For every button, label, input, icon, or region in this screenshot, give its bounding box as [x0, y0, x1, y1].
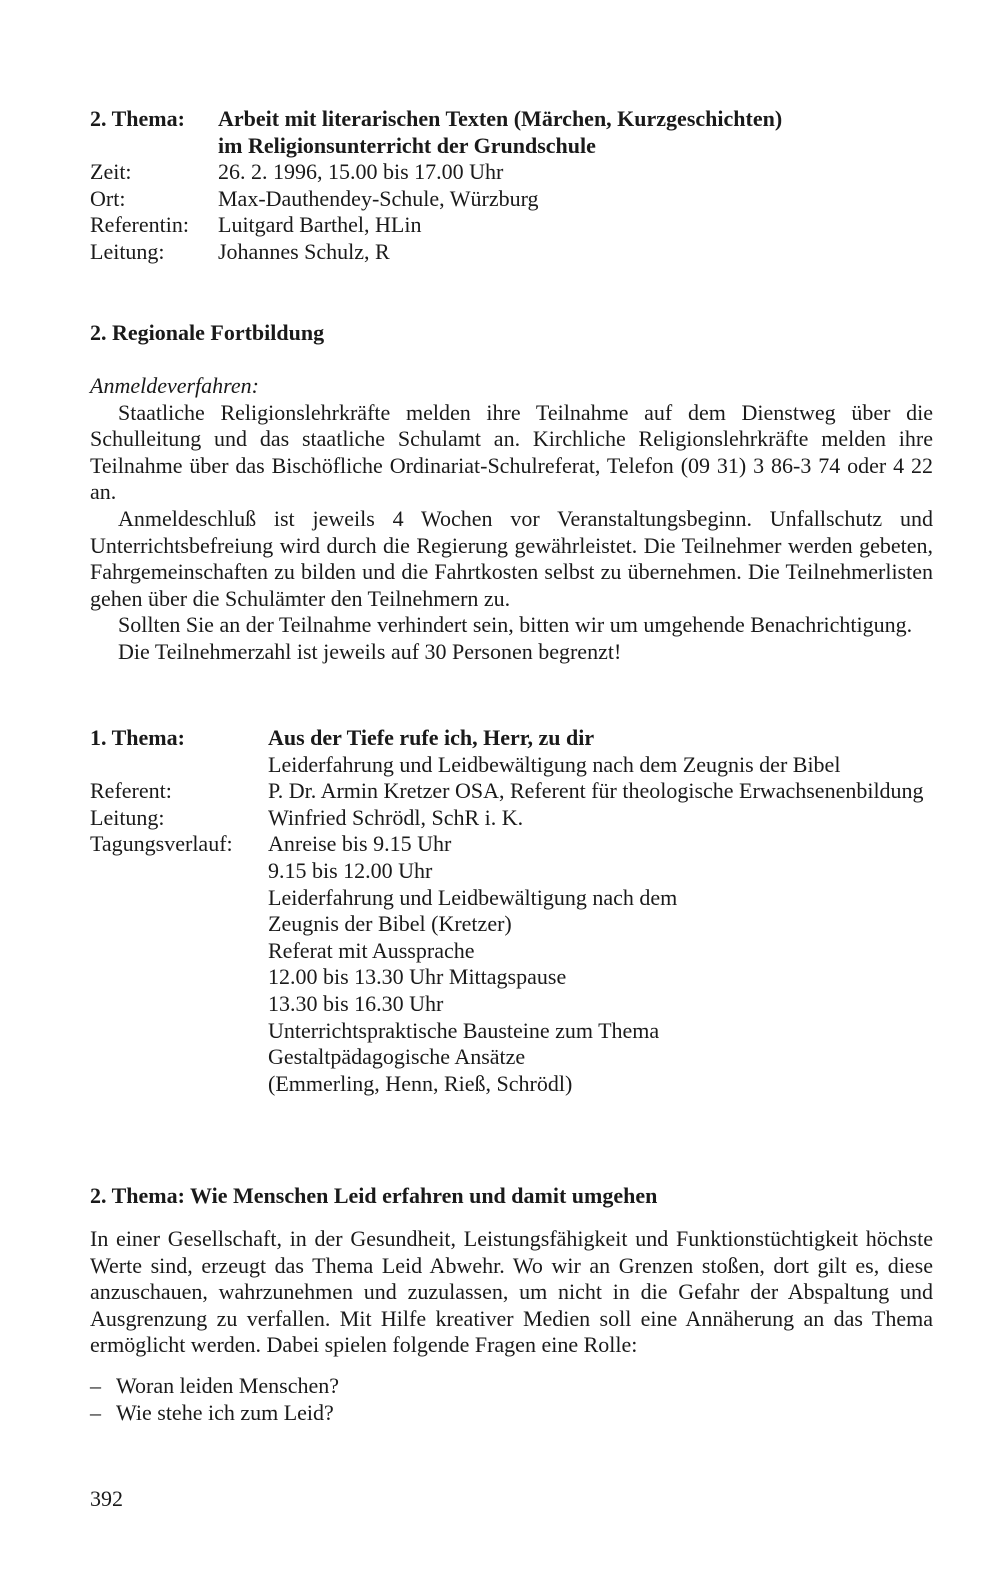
question-item	[90, 1400, 933, 1427]
referent-label: Referent:	[90, 778, 172, 804]
registration-paragraph-2: Anmeldeschluß ist jeweils 4 Wochen vor Veranstaltungsbeginn. Unfallschutz und Unterrichtsbefreiung wird durch die Regierung gewährleistet. Die Teilnehmer werden gebeten, Fahrgemeinschaften zu bilden und die Fahrtkosten selbst zu übernehmen. Die Teilnehmerlisten gehen über die Schulämter den Teilnehmern zu.	[90, 505, 933, 611]
topic-title-line2: im Religionsunterricht der Grundschule	[218, 132, 596, 158]
detail-row-referentin	[90, 212, 933, 239]
thema2-heading: 2. Thema: Wie Menschen Leid erfahren und damit umgehen	[90, 1183, 658, 1208]
detail-value: 26. 2. 1996, 15.00 bis 17.00 Uhr	[218, 159, 504, 185]
thema2-paragraph: In einer Gesellschaft, in der Gesundheit, Leistungsfähigkeit und Funktionstüchtigkeit höchste Werte sind, erzeugt das Thema Leid Abwehr. Wo wir an Grenzen stoßen, dort gilt es, diese anzuschauen, wahrzunehmen und zuzulassen, um nicht in die Gefahr der Abspaltung und Ausgrenzung zu verfallen. Mit Hilfe kreativer Medien soll eine Annäherung an das Thema ermöglicht werden. Dabei spielen folgende Fragen eine Rolle:	[90, 1226, 933, 1358]
detail-row-zeit	[90, 159, 933, 186]
regional-heading: 2. Regionale Fortbildung	[90, 320, 325, 345]
verlauf-list	[268, 831, 933, 1097]
leitung-label: Leitung:	[90, 804, 165, 830]
section-thema-2	[90, 1226, 933, 1426]
registration-paragraph-1: Staatliche Religionslehrkräfte melden ihre Teilnahme auf dem Dienstweg über die Schulleitung und das staatliche Schulamt an. Kirchliche Religionslehrkräfte melden ihre Teilnahme über das Bischöfliche Ordinariat-Schulreferat, Telefon (09 31) 3 86-3 74 oder 4 22 an.	[90, 399, 933, 505]
verlauf-item: 13.30 bis 16.30 Uhr	[268, 990, 444, 1016]
page-number-container	[90, 1486, 933, 1513]
section-thema-1	[90, 725, 933, 1097]
verlauf-item: Anreise bis 9.15 Uhr	[268, 831, 452, 857]
section-thema-2-heading	[90, 1183, 933, 1210]
thema1-referent-row	[90, 778, 933, 805]
verlauf-item: (Emmerling, Henn, Rieß, Schrödl)	[268, 1070, 573, 1096]
verlauf-item: Leiderfahrung und Leidbewältigung nach dem	[268, 884, 678, 910]
section-literary-texts	[90, 106, 933, 266]
thema1-title-block	[268, 725, 933, 778]
referent-value: P. Dr. Armin Kretzer OSA, Referent für theologische Erwachsenenbildung	[268, 778, 924, 804]
verlauf-label: Tagungsverlauf:	[90, 831, 233, 857]
registration-procedure	[90, 373, 933, 666]
thema1-title: Aus der Tiefe rufe ich, Herr, zu dir	[268, 725, 595, 750]
topic-label: 2. Thema:	[90, 106, 185, 131]
thema1-title-row	[90, 725, 933, 778]
leitung-value: Winfried Schrödl, SchR i. K.	[268, 804, 524, 830]
question-text: Wie stehe ich zum Leid?	[116, 1399, 334, 1425]
detail-label: Zeit:	[90, 159, 132, 185]
detail-row-leitung	[90, 239, 933, 266]
topic-title	[218, 106, 933, 159]
detail-value: Max-Dauthendey-Schule, Würzburg	[218, 185, 539, 211]
thema1-verlauf-row	[90, 831, 933, 1097]
registration-paragraph-4: Die Teilnehmerzahl ist jeweils auf 30 Personen begrenzt!	[118, 638, 622, 664]
detail-row-ort	[90, 186, 933, 213]
section-regional	[90, 320, 933, 347]
dash-bullet: –	[90, 1372, 101, 1398]
thema1-label: 1. Thema:	[90, 725, 185, 750]
page-number: 392	[90, 1486, 123, 1511]
verlauf-item: Referat mit Aussprache	[268, 937, 475, 963]
detail-label: Referentin:	[90, 212, 189, 238]
verlauf-item: Zeugnis der Bibel (Kretzer)	[268, 911, 512, 937]
topic-title-line1: Arbeit mit literarischen Texten (Märchen, Kurzgeschichten)	[218, 106, 783, 131]
topic-row	[90, 106, 933, 159]
registration-subheading: Anmeldeverfahren:	[90, 373, 260, 398]
thema1-subtitle: Leiderfahrung und Leidbewältigung nach dem Zeugnis der Bibel	[268, 751, 841, 777]
detail-label: Ort:	[90, 185, 126, 211]
thema1-leitung-row	[90, 805, 933, 832]
detail-label: Leitung:	[90, 238, 165, 264]
verlauf-item: 12.00 bis 13.30 Uhr Mittagspause	[268, 964, 567, 990]
detail-value: Johannes Schulz, R	[218, 238, 390, 264]
verlauf-item: Gestaltpädagogische Ansätze	[268, 1044, 526, 1070]
question-text: Woran leiden Menschen?	[116, 1372, 340, 1398]
registration-paragraph-3: Sollten Sie an der Teilnahme verhindert sein, bitten wir um umgehende Benachrichtigung.	[118, 612, 913, 638]
verlauf-item: 9.15 bis 12.00 Uhr	[268, 857, 433, 883]
verlauf-item: Unterrichtspraktische Bausteine zum Thema	[268, 1017, 660, 1043]
question-item	[90, 1373, 933, 1400]
detail-value: Luitgard Barthel, HLin	[218, 212, 422, 238]
dash-bullet: –	[90, 1399, 101, 1425]
